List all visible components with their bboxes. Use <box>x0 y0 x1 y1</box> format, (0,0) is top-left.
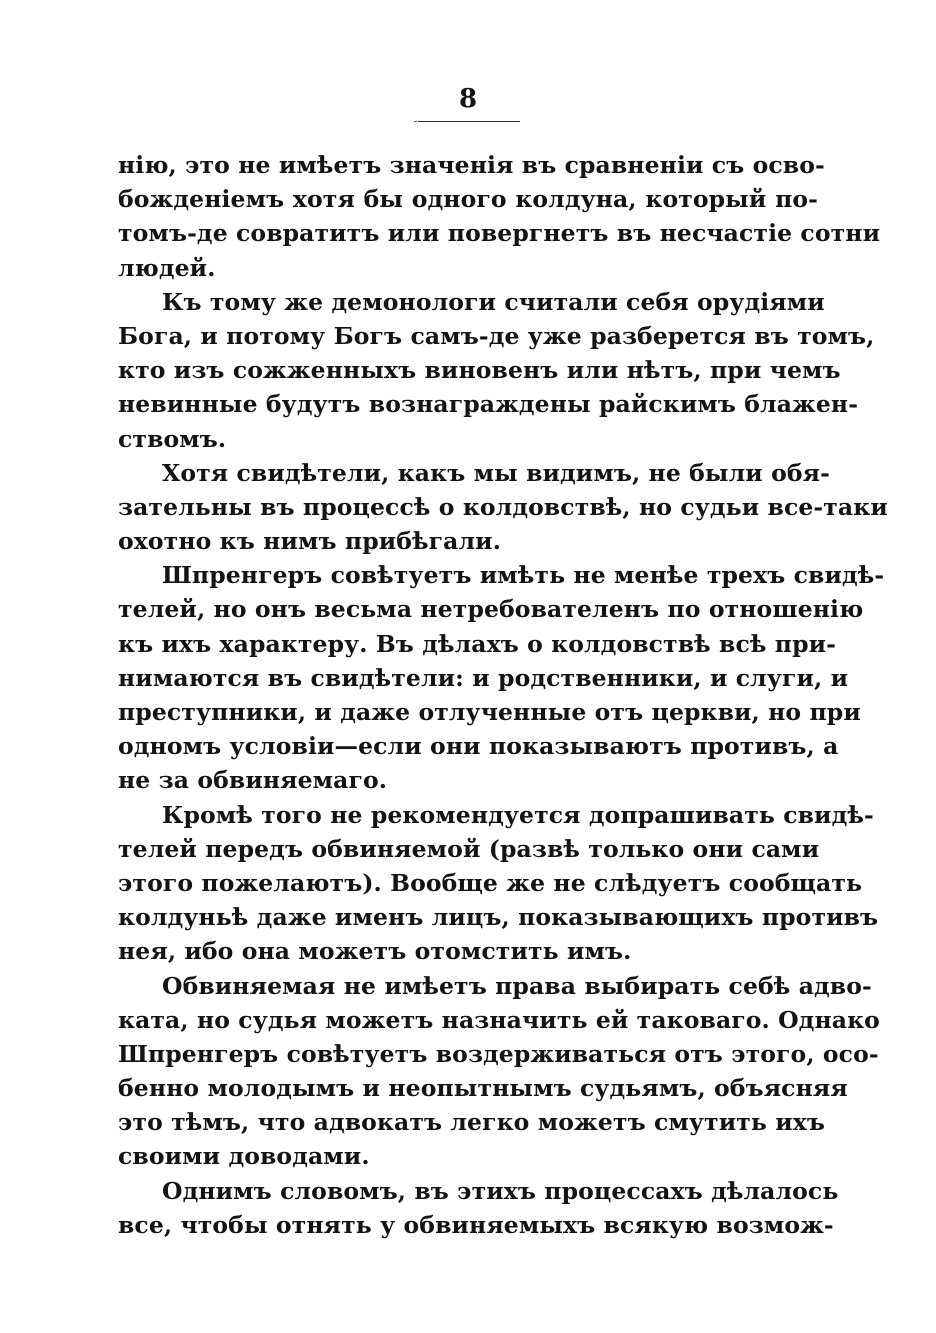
text-line: телей передъ обвиняемой (развѣ только они сами <box>118 834 820 863</box>
text-line: Хотя свидѣтели, какъ мы видимъ, не были обя- <box>162 458 830 487</box>
text-line: своими доводами. <box>118 1142 370 1171</box>
paragraph <box>118 1174 839 1242</box>
text-line: нимаются въ свидѣтели: и родственники, и слуги, и <box>118 663 849 692</box>
text-line: нію, это не имѣетъ значенія въ сравненіи съ осво- <box>118 151 825 179</box>
text-line: томъ-де совратитъ или повергнетъ въ несчастіе сотни <box>118 219 881 248</box>
text-line: Къ тому же демонологи считали себя орудіями <box>162 287 825 316</box>
text-line: нея, ибо она можетъ отомстить имъ. <box>118 937 632 966</box>
text-line: божденіемъ хотя бы одного колдуна, который по- <box>118 185 818 214</box>
text-line: Кромѣ того не рекомендуется допрашивать свидѣ- <box>162 800 874 829</box>
text-line: Шпренгеръ совѣтуетъ имѣть не менѣе трехъ свидѣ- <box>162 561 885 590</box>
text-line: къ ихъ характеру. Въ дѣлахъ о колдовствѣ всѣ при- <box>118 629 837 658</box>
text-line: невинные будутъ вознаграждены райскимъ блажен- <box>118 390 859 419</box>
paragraph <box>118 148 881 285</box>
text-line: это тѣмъ, что адвокатъ легко можетъ смутить ихъ <box>118 1108 825 1137</box>
text-line: одномъ условіи—если они показываютъ противъ, а <box>118 732 839 761</box>
text-line: преступники, и даже отлученные отъ церкви, но при <box>118 698 861 726</box>
paragraph <box>118 969 880 1174</box>
text-line: Однимъ словомъ, въ этихъ процессахъ дѣлалось <box>162 1176 839 1205</box>
text-line: колдуньѣ даже именъ лицъ, показывающихъ противъ <box>118 903 879 932</box>
body-text <box>118 148 888 1242</box>
text-line: Шпренгеръ совѣтуетъ воздерживаться отъ этого, осо- <box>118 1039 879 1068</box>
text-line: Бога, и потому Богъ самъ-де уже разберется въ томъ, <box>118 321 875 350</box>
text-line: зательны въ процессѣ о колдовствѣ, но судьи все-таки <box>118 492 888 521</box>
text-line: кто изъ сожженныхъ виновенъ или нѣтъ, при чемъ <box>118 356 841 385</box>
page-number: 8 <box>458 84 478 114</box>
text-line: Обвиняемая не имѣетъ права выбирать себѣ адво- <box>162 971 872 1000</box>
text-line: этого пожелаютъ). Вообще же не слѣдуетъ сообщать <box>118 868 863 897</box>
paragraph <box>118 285 875 456</box>
text-line: ствомъ. <box>118 424 227 453</box>
paragraph <box>118 798 879 969</box>
text-line: ката, но судья можетъ назначить ей таковаго. Однако <box>118 1005 880 1034</box>
paragraph <box>118 456 888 559</box>
header-rule <box>418 121 520 122</box>
text-line: телей, но онъ весьма нетребователенъ по отношенію <box>118 595 864 624</box>
text-line: охотно къ нимъ прибѣгали. <box>118 527 501 556</box>
text-line: не за обвиняемаго. <box>118 766 388 795</box>
paragraph <box>118 558 885 797</box>
text-line: бенно молодымъ и неопытнымъ судьямъ, объясняя <box>118 1074 848 1103</box>
text-line: все, чтобы отнять у обвиняемыхъ всякую возмож- <box>118 1210 834 1239</box>
text-line: людей. <box>118 253 216 282</box>
